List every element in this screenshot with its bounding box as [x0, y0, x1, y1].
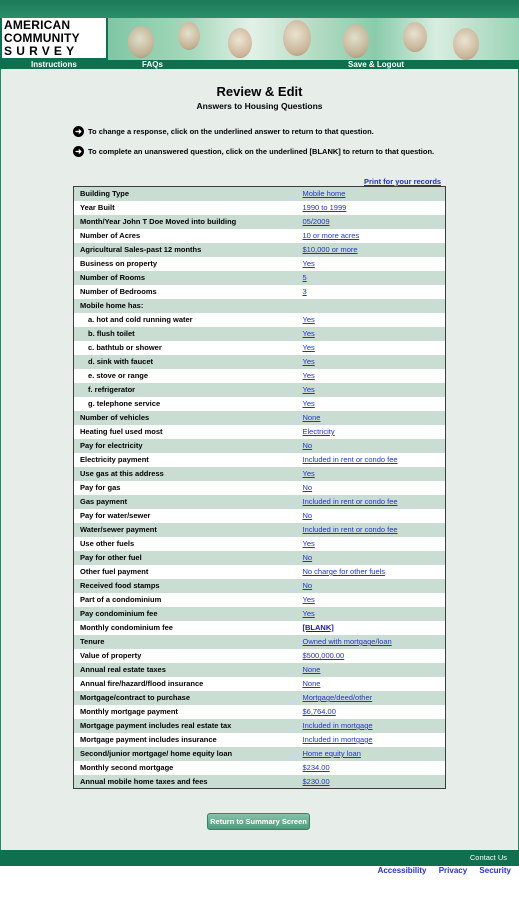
answer-cell: [297, 355, 446, 369]
question-label: Year Built: [74, 201, 297, 215]
question-label: Monthly condominium fee: [74, 621, 297, 635]
question-label: Number of Bedrooms: [74, 285, 297, 299]
footer-links: [368, 866, 511, 875]
blank-answer-link[interactable]: [BLANK]: [302, 623, 334, 632]
banner-top-strip: [0, 0, 519, 18]
table-row: [74, 229, 446, 243]
table-row: [74, 271, 446, 285]
table-row: [74, 649, 446, 663]
answer-link[interactable]: No: [302, 511, 313, 520]
answer-cell: [297, 383, 446, 397]
table-row: [74, 243, 446, 257]
answer-cell: [297, 565, 446, 579]
answer-cell: [297, 439, 446, 453]
question-label: Number of Rooms: [74, 271, 297, 285]
answer-cell: [297, 495, 446, 509]
answer-link[interactable]: Yes: [302, 329, 315, 338]
question-label: Other fuel payment: [74, 565, 297, 579]
answer-link[interactable]: Yes: [302, 595, 315, 604]
question-label: Number of Acres: [74, 229, 297, 243]
question-label: c. bathtub or shower: [74, 341, 297, 355]
instruction-change: [73, 127, 453, 136]
question-label: Mortgage payment includes real estate tax: [74, 719, 297, 733]
question-label: Pay for other fuel: [74, 551, 297, 565]
nav-bar: [0, 60, 519, 69]
table-row: [74, 579, 446, 593]
table-row: [74, 593, 446, 607]
answer-cell: [297, 719, 446, 733]
answer-link[interactable]: No: [302, 553, 313, 562]
question-label: Water/sewer payment: [74, 523, 297, 537]
answer-link[interactable]: None: [302, 413, 321, 422]
answer-link[interactable]: $6,764.00: [302, 707, 336, 716]
answer-link[interactable]: None: [302, 679, 321, 688]
question-label: Received food stamps: [74, 579, 297, 593]
answer-link[interactable]: Yes: [302, 469, 315, 478]
table-row: [74, 565, 446, 579]
answer-cell: [297, 243, 446, 257]
answer-link[interactable]: Yes: [302, 539, 315, 548]
answer-cell: [297, 691, 446, 705]
answer-link[interactable]: Included in mortgage: [302, 735, 373, 744]
question-label: Part of a condominium: [74, 593, 297, 607]
answer-cell: [297, 761, 446, 775]
answer-cell: [297, 285, 446, 299]
answer-link[interactable]: Yes: [302, 343, 315, 352]
question-label: Pay for electricity: [74, 439, 297, 453]
answer-link[interactable]: 1990 to 1999: [302, 203, 347, 212]
header-banner: [0, 0, 519, 60]
answer-cell: [297, 313, 446, 327]
answer-cell: [297, 257, 446, 271]
question-label: f. refrigerator: [74, 383, 297, 397]
table-row: [74, 691, 446, 705]
question-label: Value of property: [74, 649, 297, 663]
accessibility-link[interactable]: Accessibility: [377, 866, 427, 875]
answer-cell: [297, 271, 446, 285]
table-row: [74, 201, 446, 215]
answer-cell: [297, 201, 446, 215]
question-label: Month/Year John T Doe Moved into building: [74, 215, 297, 229]
instruction-blank-text: To complete an unanswered question, click on the underlined [BLANK] to return to that question.: [88, 147, 435, 156]
answer-cell: [297, 397, 446, 411]
answer-cell: [297, 537, 446, 551]
answer-cell: [297, 621, 446, 635]
answer-cell: [297, 467, 446, 481]
logo-line-1: AMERICAN: [4, 18, 71, 32]
acs-logo: [2, 18, 106, 58]
table-row: [74, 481, 446, 495]
table-row: [74, 677, 446, 691]
answer-link[interactable]: No: [302, 441, 313, 450]
answer-cell: [297, 551, 446, 565]
answer-link[interactable]: None: [302, 665, 321, 674]
table-row: [74, 523, 446, 537]
answer-cell: [297, 215, 446, 229]
answer-cell: [297, 635, 446, 649]
question-label: g. telephone service: [74, 397, 297, 411]
table-row: [74, 495, 446, 509]
instruction-blank: [73, 147, 453, 156]
answer-cell: [297, 299, 446, 313]
answer-link[interactable]: Electricity: [302, 427, 335, 436]
answer-link[interactable]: Included in rent or condo fee: [302, 455, 398, 464]
answer-link[interactable]: No: [302, 581, 313, 590]
table-row: [74, 719, 446, 733]
table-row: [74, 383, 446, 397]
question-label: a. hot and cold running water: [74, 313, 297, 327]
question-label: d. sink with faucet: [74, 355, 297, 369]
answer-cell: [297, 187, 446, 201]
answer-link[interactable]: $10,000 or more: [302, 245, 358, 254]
table-row: [74, 299, 446, 313]
question-label: Monthly second mortgage: [74, 761, 297, 775]
page-subtitle: Answers to Housing Questions: [196, 101, 323, 111]
answer-cell: [297, 481, 446, 495]
question-label: Mortgage payment includes insurance: [74, 733, 297, 747]
answer-link[interactable]: Mortgage/deed/other: [302, 693, 373, 702]
table-row: [74, 285, 446, 299]
answer-link[interactable]: Yes: [302, 357, 315, 366]
table-row: [74, 663, 446, 677]
answer-cell: [297, 775, 446, 789]
question-label: Annual fire/hazard/flood insurance: [74, 677, 297, 691]
answer-link[interactable]: Yes: [302, 609, 315, 618]
question-label: Use other fuels: [74, 537, 297, 551]
question-label: e. stove or range: [74, 369, 297, 383]
answer-link[interactable]: No: [302, 483, 313, 492]
question-label: Number of vehicles: [74, 411, 297, 425]
answer-link[interactable]: Home equity loan: [302, 749, 361, 758]
question-label: Tenure: [74, 635, 297, 649]
question-label: Building Type: [74, 187, 297, 201]
question-label: Electricity payment: [74, 453, 297, 467]
question-label: Use gas at this address: [74, 467, 297, 481]
answer-link[interactable]: 10 or more acres: [302, 231, 360, 240]
answer-cell: [297, 677, 446, 691]
nav-save-logout[interactable]: Save & Logout: [348, 60, 405, 69]
answer-cell: [297, 663, 446, 677]
answer-link[interactable]: $500,000.00: [302, 651, 345, 660]
table-row: [74, 775, 446, 789]
table-row: [74, 425, 446, 439]
answer-link[interactable]: Yes: [302, 399, 315, 408]
question-label: Pay for water/sewer: [74, 509, 297, 523]
contact-us-link[interactable]: Contact Us: [469, 853, 507, 862]
answer-cell: [297, 607, 446, 621]
nav-instructions[interactable]: Instructions: [31, 60, 77, 69]
answer-cell: [297, 425, 446, 439]
answer-cell: [297, 327, 446, 341]
question-label: Gas payment: [74, 495, 297, 509]
question-label: Annual real estate taxes: [74, 663, 297, 677]
answer-cell: [297, 453, 446, 467]
answer-link[interactable]: $234.00: [302, 763, 330, 772]
answer-cell: [297, 733, 446, 747]
arrow-right-icon: ➜: [73, 146, 84, 157]
question-label: Mobile home has:: [74, 299, 297, 313]
answer-link[interactable]: 5: [302, 273, 307, 282]
answer-link[interactable]: 3: [302, 287, 307, 296]
table-row: [74, 257, 446, 271]
table-row: [74, 621, 446, 635]
answer-cell: [297, 593, 446, 607]
print-records-link[interactable]: Print for your records: [364, 177, 442, 186]
question-label: Mortgage/contract to purchase: [74, 691, 297, 705]
table-row: [74, 635, 446, 649]
question-label: Annual mobile home taxes and fees: [74, 775, 297, 789]
table-row: [74, 187, 446, 201]
table-row: [74, 607, 446, 621]
table-row: [74, 453, 446, 467]
question-label: Monthly mortgage payment: [74, 705, 297, 719]
table-row: [74, 341, 446, 355]
question-label: Heating fuel used most: [74, 425, 297, 439]
table-row: [74, 411, 446, 425]
question-label: Pay condominium fee: [74, 607, 297, 621]
question-label: b. flush toilet: [74, 327, 297, 341]
answer-link[interactable]: $230.00: [302, 776, 330, 786]
answer-link[interactable]: Included in rent or condo fee: [302, 525, 398, 534]
table-row: [74, 327, 446, 341]
answer-cell: [297, 411, 446, 425]
table-row: [74, 215, 446, 229]
answer-cell: [297, 649, 446, 663]
table-row: [74, 313, 446, 327]
table-row: [74, 537, 446, 551]
answers-table: [73, 186, 446, 789]
table-row: [74, 439, 446, 453]
table-row: [74, 467, 446, 481]
answer-link[interactable]: Owned with mortgage/loan: [302, 637, 392, 646]
instruction-change-text: To change a response, click on the underlined answer to return to that question.: [88, 127, 374, 136]
answer-link[interactable]: Mobile home: [302, 189, 346, 199]
privacy-link[interactable]: Privacy: [438, 866, 468, 875]
answer-cell: [297, 229, 446, 243]
footer-bar: [0, 850, 519, 866]
table-row: [74, 733, 446, 747]
answer-cell: [297, 747, 446, 761]
arrow-right-icon: ➜: [73, 126, 84, 137]
answer-link[interactable]: No charge for other fuels: [302, 567, 386, 576]
table-row: [74, 747, 446, 761]
answer-link[interactable]: Included in rent or condo fee: [302, 497, 398, 506]
answer-link[interactable]: Yes: [302, 315, 315, 324]
table-row: [74, 509, 446, 523]
nav-faqs[interactable]: FAQs: [142, 60, 163, 69]
banner-photo: [108, 18, 519, 60]
answer-link[interactable]: Yes: [302, 385, 315, 394]
table-row: [74, 705, 446, 719]
logo-line-2: COMMUNITY: [4, 31, 80, 45]
answer-cell: [297, 705, 446, 719]
question-label: Agricultural Sales-past 12 months: [74, 243, 297, 257]
answer-link[interactable]: 05/2009: [302, 217, 330, 226]
answer-link[interactable]: Included in mortgage: [302, 721, 373, 730]
logo-line-3: SURVEY: [4, 44, 79, 58]
question-label: Business on property: [74, 257, 297, 271]
table-row: [74, 761, 446, 775]
table-row: [74, 551, 446, 565]
answer-cell: [297, 369, 446, 383]
answer-link[interactable]: Yes: [302, 371, 315, 380]
question-label: Second/junior mortgage/ home equity loan: [74, 747, 297, 761]
answer-cell: [297, 509, 446, 523]
question-label: Pay for gas: [74, 481, 297, 495]
return-to-summary-button[interactable]: Return to Summary Screen: [207, 813, 310, 830]
table-row: [74, 397, 446, 411]
security-link[interactable]: Security: [479, 866, 511, 875]
table-row: [74, 369, 446, 383]
answer-cell: [297, 579, 446, 593]
answer-cell: [297, 341, 446, 355]
answer-cell: [297, 523, 446, 537]
table-row: [74, 355, 446, 369]
answer-link[interactable]: Yes: [302, 259, 315, 268]
page-title: Review & Edit: [216, 84, 303, 99]
